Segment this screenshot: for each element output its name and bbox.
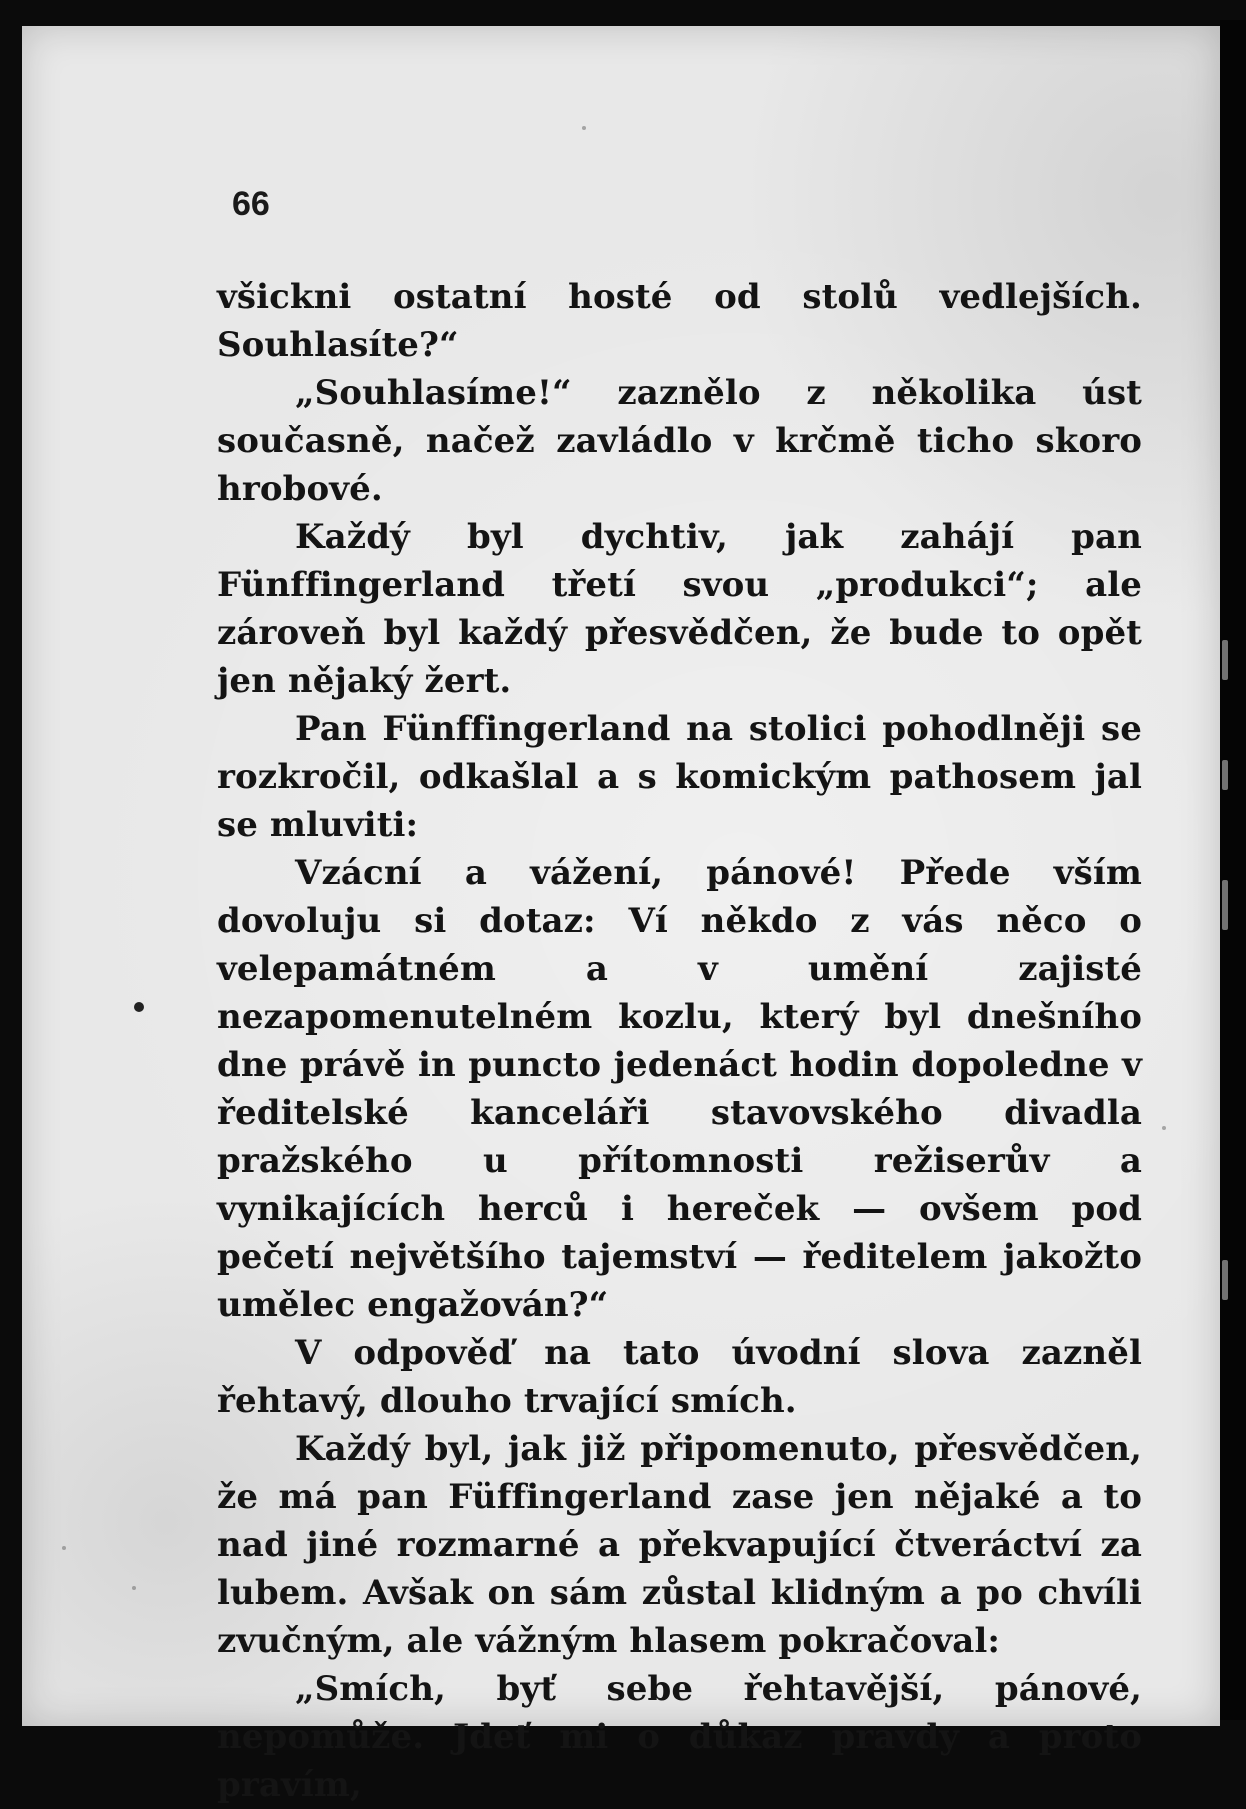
paper-speck [62,1546,66,1550]
edge-mark [1222,880,1228,930]
paragraph: „Souhlasíme!“ zaznělo z několika úst současně, načež zavládlo v krčmě ticho skoro hrobové. [217,373,1142,509]
book-page [22,26,1220,1805]
edge-mark [1222,640,1228,680]
paper-speck [132,1586,136,1590]
paragraph: Každý byl dychtiv, jak zahájí pan Fünffingerland třetí svou „produkci“; ale zároveň byl každý přesvědčen, že bude to opět jen nějaký žert. [217,517,1142,701]
paragraph: „Smích, byť sebe řehtavější, pánové, nepomůže. Jdeť mi o důkaz pravdy a proto pravím, [217,1669,1142,1805]
page-edge-shadow [1220,20,1246,1720]
text-column [217,273,1142,1809]
paper-speck [1162,1126,1166,1130]
edge-mark [1222,1260,1228,1300]
ink-dot [134,1002,144,1012]
page-number: 66 [232,185,270,223]
paragraph: Pan Fünffingerland na stolici pohodlněji se rozkročil, odkašlal a s komickým pathosem jal se mluviti: [217,709,1142,845]
paragraph: Každý byl, jak již připomenuto, přesvědčen, že má pan Füffingerland zase jen nějaké a to nad jiné rozmarné a překvapující čtveráctví za lubem. Avšak on sám zůstal klidným a po chvíli zvučným, ale vážným hlasem pokračoval: [217,1429,1142,1661]
paragraph: V odpověď na tato úvodní slova zazněl řehtavý, dlouho trvající smích. [217,1333,1142,1421]
paper-speck [582,126,586,130]
edge-mark [1222,760,1228,790]
paragraph: Vzácní a vážení, pánové! Přede vším dovoluju si dotaz: Ví někdo z vás něco o velepamátném a v umění zajisté nezapomenutelném kozlu, který byl dnešního dne právě in puncto jedenáct hodin dopoledne v ředitelské kanceláři stavovského divadla pražského u přítomnosti režiserův a vynikajících herců i hereček — ovšem pod pečetí největšího tajemství — ředitelem jakožto umělec engažován?“ [217,853,1142,1325]
paragraph: všickni ostatní hosté od stolů vedlejších. Souhlasíte?“ [217,277,1142,365]
